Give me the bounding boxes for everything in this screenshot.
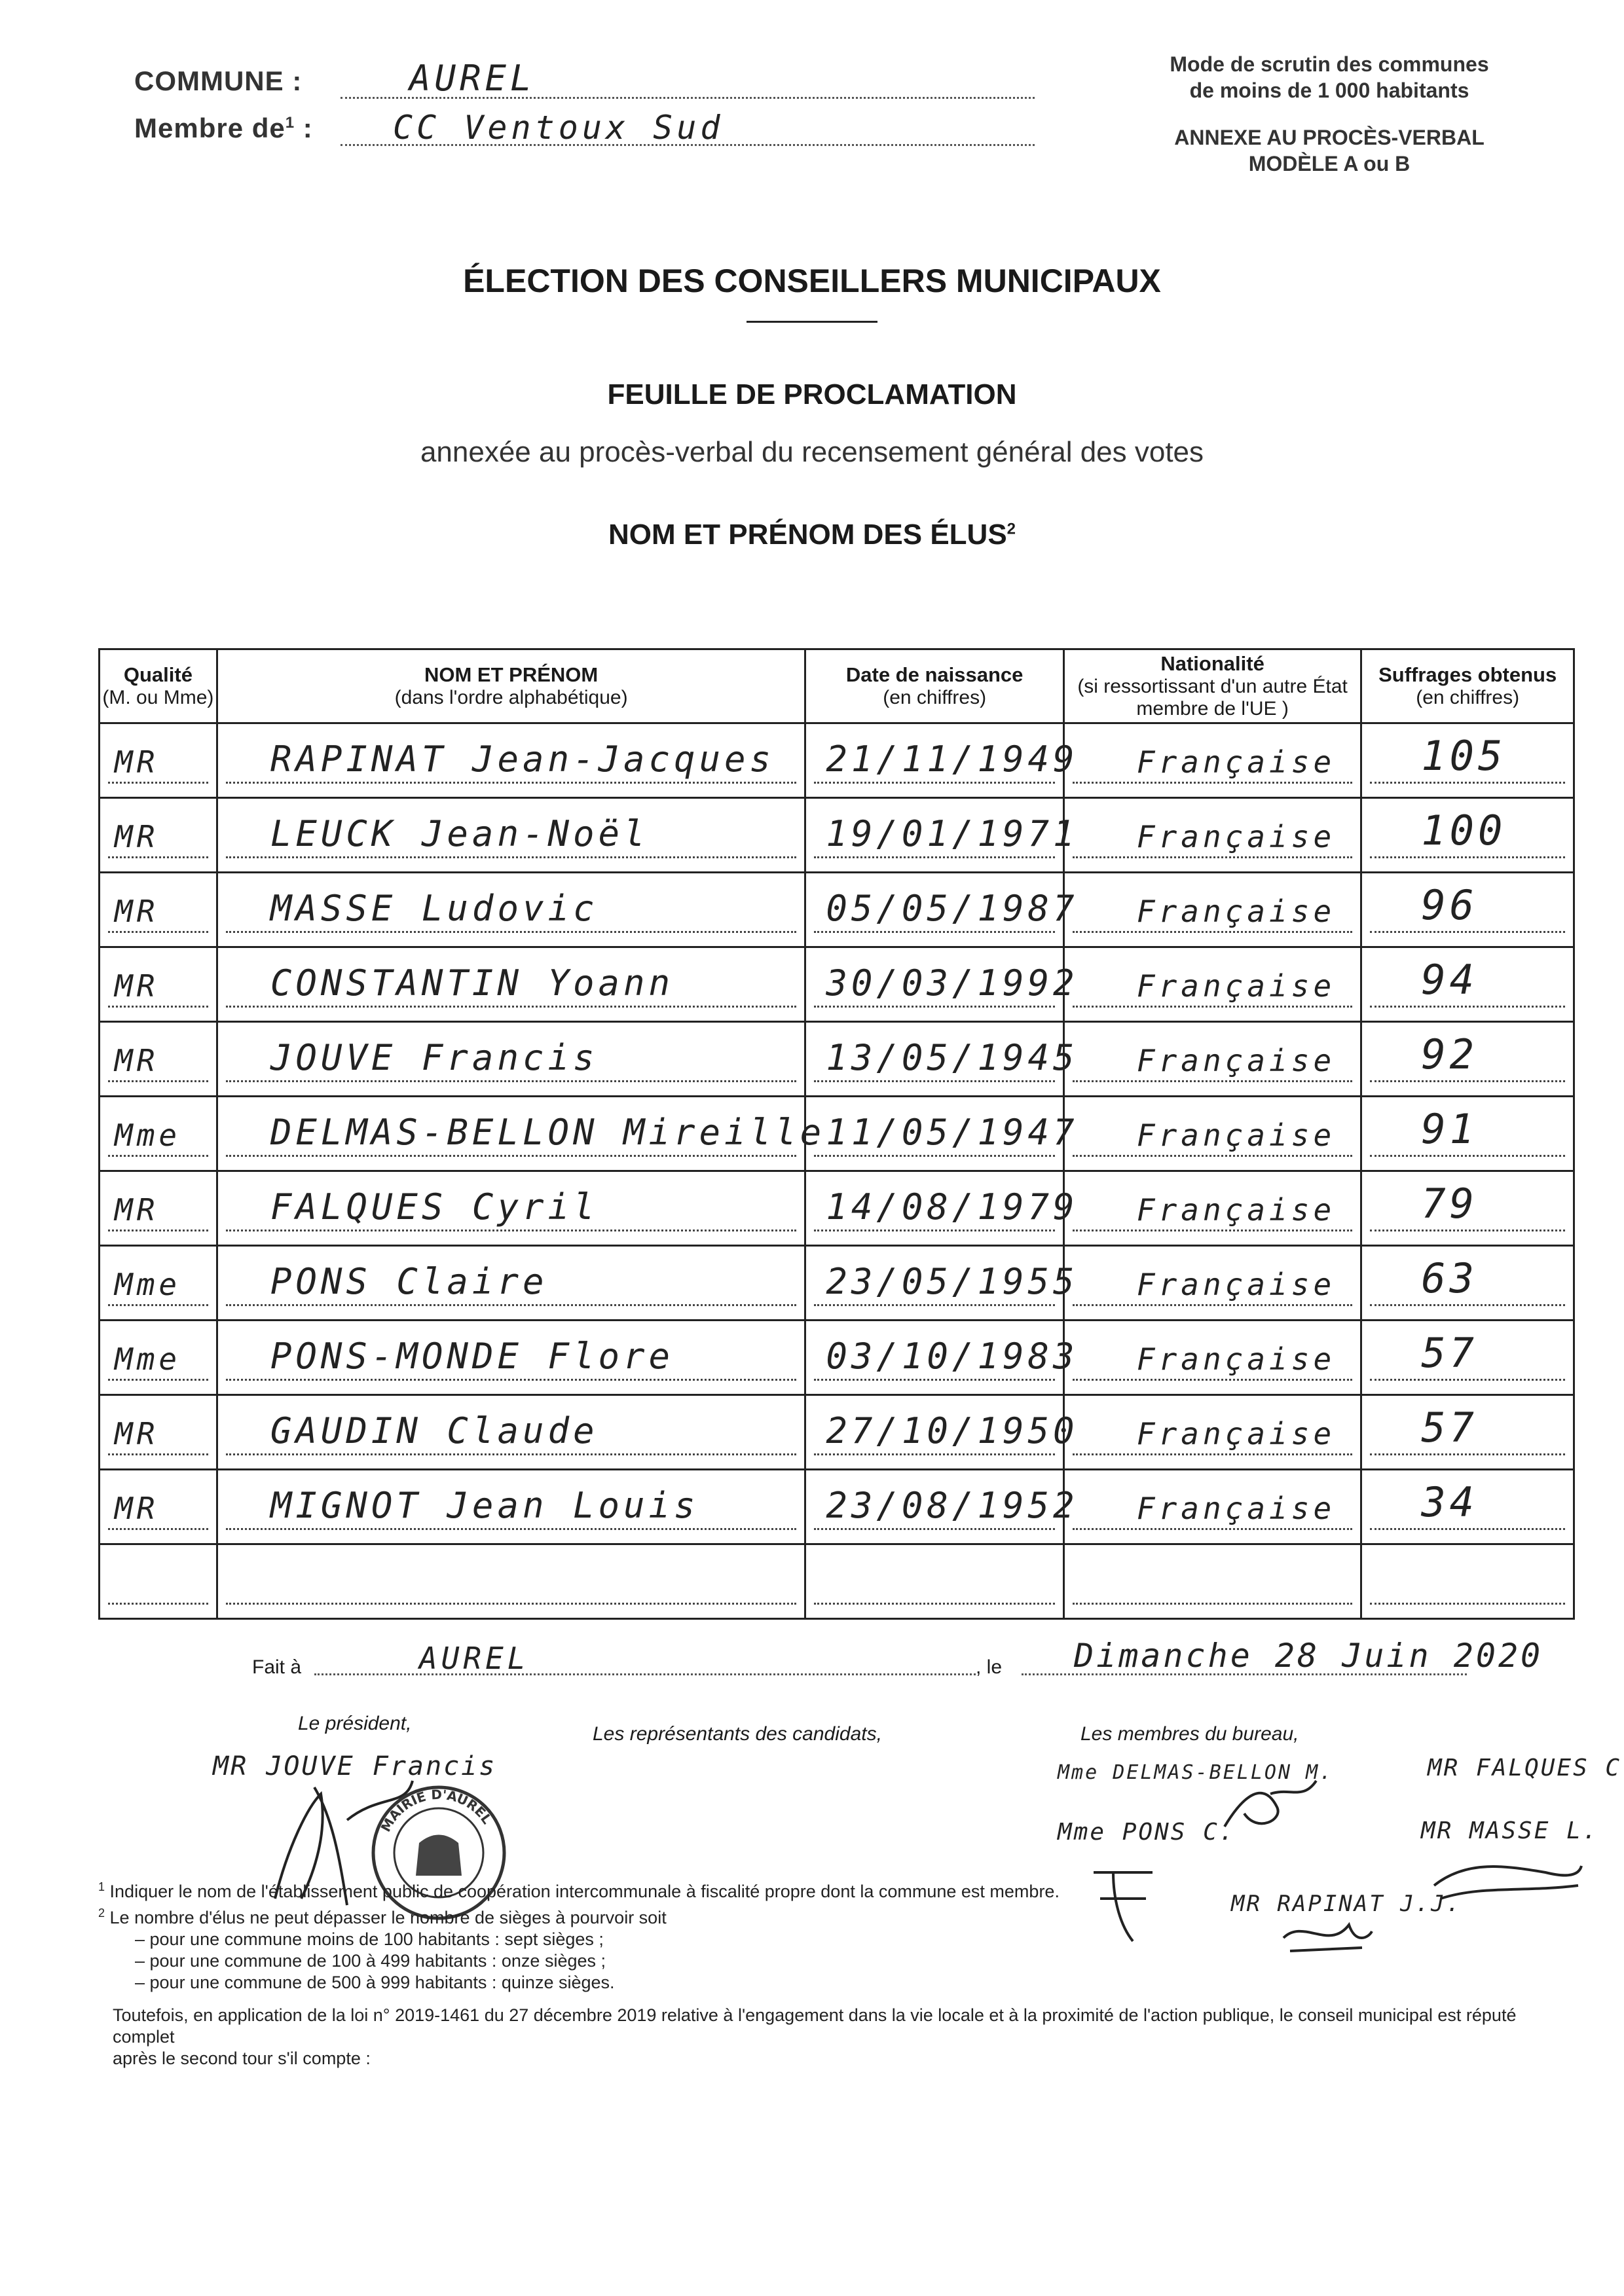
- cell-nationalite-text: Française: [1136, 1416, 1336, 1451]
- bureau-member-1: Mme DELMAS-BELLON M.: [1058, 1761, 1334, 1784]
- cell-nationalite: [1063, 873, 1361, 947]
- cell-date: [805, 1171, 1079, 1246]
- cell-suffrages-text: 79: [1421, 1180, 1478, 1228]
- cell-nom: [217, 1246, 805, 1321]
- annexee-subtitle: annexée au procès-verbal du recensement général des votes: [420, 436, 1204, 468]
- footnote-bullet-3: – pour une commune de 500 à 999 habitants : quinze sièges.: [135, 1973, 615, 1992]
- cell-nom-text: DELMAS-BELLON Mireille: [270, 1112, 826, 1153]
- cell-suffrages: [1361, 1470, 1574, 1544]
- cell-suffrages: [1361, 1395, 1574, 1470]
- cell-qualite: [100, 873, 217, 947]
- cell-suffrages: [1361, 1544, 1574, 1619]
- president-label: Le président,: [298, 1713, 412, 1734]
- table-row: [100, 947, 1574, 1022]
- cell-date: [805, 1395, 1079, 1470]
- cell-date-text: 03/10/1983: [826, 1336, 1079, 1377]
- toutefois-note: Toutefois, en application de la loi n° 2019-1461 du 27 décembre 2019 relative à l'engagement dans la vie locale et à la proximité de l'action publique, le conseil municipal est réputé complet après le second tour s'il compte :: [113, 2005, 1517, 2068]
- cell-qualite: [100, 1097, 217, 1171]
- footnote-bullet-1: – pour une commune moins de 100 habitants : sept sièges ;: [135, 1929, 604, 1949]
- cell-suffrages-text: 100: [1421, 807, 1507, 854]
- cell-nom-text: FALQUES Cyril: [270, 1186, 599, 1228]
- elus-table: [98, 648, 1575, 1620]
- cell-date-text: 13/05/1945: [826, 1037, 1079, 1078]
- cell-nationalite: [1063, 1321, 1361, 1395]
- cell-qualite: [100, 1321, 217, 1395]
- feuille-title: FEUILLE DE PROCLAMATION: [607, 378, 1017, 410]
- cell-date-text: 14/08/1979: [826, 1186, 1079, 1228]
- cell-nationalite: [1063, 1470, 1361, 1544]
- president-name: MR JOUVE Francis: [213, 1751, 497, 1781]
- cell-nationalite-text: Française: [1136, 1043, 1336, 1078]
- table-row: [100, 1470, 1574, 1544]
- cell-qualite: [100, 798, 217, 873]
- cell-qualite: [100, 1246, 217, 1321]
- cell-date: [805, 1544, 1064, 1619]
- fait-label: Fait à: [252, 1656, 302, 1678]
- cell-date: [805, 873, 1079, 947]
- cell-suffrages: [1361, 1321, 1574, 1395]
- membre-value: CC Ventoux Sud: [393, 109, 724, 147]
- col-date: Date de naissance (en chiffres): [805, 649, 1064, 723]
- table-row: [100, 873, 1574, 947]
- cell-suffrages: [1361, 1022, 1574, 1097]
- bureau-member-4: MR MASSE L.: [1421, 1817, 1599, 1844]
- cell-suffrages-text: 105: [1421, 732, 1507, 780]
- table-header-row: [100, 649, 1574, 723]
- footnotes: [98, 1876, 1133, 1994]
- cell-nom-text: RAPINAT Jean-Jacques: [270, 738, 775, 780]
- table-row: [100, 1321, 1574, 1395]
- cell-qualite-text: MR: [115, 744, 159, 780]
- cell-qualite-text: MR: [115, 1491, 159, 1526]
- fait-lieu: AUREL: [419, 1641, 530, 1676]
- cell-nom: [217, 1022, 805, 1097]
- fait-line: [314, 1673, 976, 1675]
- table-row: [100, 723, 1574, 798]
- main-title: ÉLECTION DES CONSEILLERS MUNICIPAUX: [463, 263, 1161, 299]
- cell-suffrages-text: 57: [1421, 1329, 1478, 1377]
- cell-date: [805, 1321, 1079, 1395]
- cell-qualite-text: MR: [115, 1416, 159, 1451]
- mode-scrutin: Mode de scrutin des communes de moins de 1 000 habitants: [1170, 52, 1489, 102]
- cell-nationalite: [1063, 723, 1361, 798]
- cell-qualite-text: MR: [115, 1043, 159, 1078]
- cell-suffrages-text: 63: [1421, 1254, 1478, 1302]
- cell-suffrages: [1361, 1171, 1574, 1246]
- cell-qualite-text: MR: [115, 819, 159, 854]
- cell-suffrages-text: 94: [1421, 956, 1478, 1004]
- table-row: [100, 1171, 1574, 1246]
- cell-qualite: [100, 1022, 217, 1097]
- cell-date: [805, 1097, 1079, 1171]
- cell-nom: [217, 798, 805, 873]
- title-divider: [747, 321, 877, 323]
- cell-date-text: 21/11/1949: [826, 738, 1079, 780]
- cell-date: [805, 1470, 1079, 1544]
- cell-nationalite-text: Française: [1136, 894, 1336, 929]
- le-label: , le: [976, 1656, 1003, 1678]
- cell-nationalite-text: Française: [1136, 744, 1336, 780]
- table-row: [100, 1246, 1574, 1321]
- cell-date: [805, 947, 1079, 1022]
- cell-nationalite-text: Française: [1136, 1118, 1336, 1153]
- cell-nationalite-text: Française: [1136, 1267, 1336, 1302]
- cell-date: [805, 798, 1079, 873]
- cell-suffrages: [1361, 1246, 1574, 1321]
- cell-nom: [217, 947, 805, 1022]
- commune-label: COMMUNE :: [134, 65, 303, 96]
- table-row: [100, 1544, 1574, 1619]
- cell-nationalite-text: Française: [1136, 1491, 1336, 1526]
- cell-nationalite: [1063, 1395, 1361, 1470]
- cell-qualite: [100, 1544, 217, 1619]
- bureau-signature-4: [1277, 1912, 1375, 1964]
- cell-qualite-text: MR: [115, 894, 159, 929]
- cell-qualite-text: MR: [115, 968, 159, 1004]
- noms-title: NOM ET PRÉNOM DES ÉLUS$^2$: [608, 519, 1016, 551]
- cell-date: [805, 1246, 1079, 1321]
- cell-suffrages-text: 92: [1421, 1030, 1478, 1078]
- fait-date: Dimanche 28 Juin 2020: [1074, 1637, 1543, 1675]
- cell-nom-text: CONSTANTIN Yoann: [270, 962, 674, 1004]
- annexe-pv: ANNEXE AU PROCÈS-VERBAL MODÈLE A ou B: [1174, 126, 1485, 175]
- table-row: [100, 1395, 1574, 1470]
- cell-nationalite-text: Française: [1136, 819, 1336, 854]
- cell-nationalite-text: Française: [1136, 1341, 1336, 1377]
- footnote-1: $^1$ Indiquer le nom de l'établissement public de coopération intercommunale à fiscalité propre dont la commune est membre.: [98, 1880, 1060, 1901]
- cell-nom-text: JOUVE Francis: [270, 1037, 599, 1078]
- cell-qualite-text: Mme: [115, 1341, 181, 1377]
- cell-nationalite: [1063, 947, 1361, 1022]
- cell-nom: [217, 723, 805, 798]
- cell-nom-text: PONS Claire: [270, 1261, 548, 1302]
- cell-nationalite-text: Française: [1136, 968, 1336, 1004]
- cell-suffrages-text: 96: [1421, 881, 1478, 929]
- cell-qualite: [100, 1171, 217, 1246]
- col-nom: NOM ET PRÉNOM (dans l'ordre alphabétique): [217, 649, 805, 723]
- cell-qualite-text: Mme: [115, 1118, 181, 1153]
- cell-qualite-text: Mme: [115, 1267, 181, 1302]
- cell-nationalite-text: Française: [1136, 1192, 1336, 1228]
- cell-date-text: 11/05/1947: [826, 1112, 1079, 1153]
- cell-nationalite: [1063, 798, 1361, 873]
- bureau-signature-1: [1218, 1768, 1323, 1840]
- cell-nom: [217, 1395, 805, 1470]
- cell-date-text: 23/08/1952: [826, 1485, 1079, 1526]
- bureau-signature-3: [1428, 1846, 1585, 1912]
- cell-date: [805, 1022, 1079, 1097]
- cell-nationalite: [1063, 1022, 1361, 1097]
- cell-suffrages-text: 34: [1421, 1478, 1478, 1526]
- cell-nationalite: [1063, 1097, 1361, 1171]
- cell-nationalite: [1063, 1544, 1361, 1619]
- cell-qualite-text: MR: [115, 1192, 159, 1228]
- membre-label: Membre $de^1$ :: [134, 113, 313, 143]
- cell-suffrages-text: 57: [1421, 1404, 1478, 1451]
- bureau-label: Les membres du bureau,: [1080, 1723, 1299, 1745]
- commune-value: AUREL: [409, 58, 536, 99]
- cell-suffrages: [1361, 798, 1574, 873]
- cell-nom: [217, 1097, 826, 1171]
- stamp-text: MAIRIE D'AUREL: [377, 1786, 495, 1834]
- cell-nom: [217, 1470, 805, 1544]
- bureau-member-2: MR FALQUES C: [1428, 1755, 1622, 1781]
- cell-nationalite: [1063, 1171, 1361, 1246]
- cell-date-text: 19/01/1971: [826, 813, 1079, 854]
- cell-nom-text: MASSE Ludovic: [270, 888, 599, 929]
- cell-date: [805, 723, 1079, 798]
- cell-nom-text: PONS-MONDE Flore: [270, 1336, 674, 1377]
- cell-qualite: [100, 723, 217, 798]
- cell-nom: [217, 1321, 805, 1395]
- cell-suffrages: [1361, 1097, 1574, 1171]
- table-row: [100, 1097, 1574, 1171]
- cell-date-text: 30/03/1992: [826, 962, 1079, 1004]
- col-nationalite: Nationalité (si ressortissant d'un autre État membre de l'UE ): [1063, 649, 1361, 723]
- cell-suffrages-text: 91: [1421, 1105, 1478, 1153]
- cell-qualite: [100, 1395, 217, 1470]
- table-row: [100, 1022, 1574, 1097]
- cell-nom-text: LEUCK Jean-Noël: [270, 813, 649, 854]
- cell-date-text: 23/05/1955: [826, 1261, 1079, 1302]
- representants-label: Les représentants des candidats,: [593, 1723, 882, 1745]
- footnote-bullet-2: – pour une commune de 100 à 499 habitants : onze sièges ;: [135, 1951, 606, 1971]
- cell-nom: [217, 873, 805, 947]
- cell-nom: [217, 1544, 805, 1619]
- bureau-member-5: MR RAPINAT J.J.: [1231, 1891, 1462, 1917]
- cell-nationalite: [1063, 1246, 1361, 1321]
- col-qualite: Qualité (M. ou Mme): [100, 649, 217, 723]
- cell-date-text: 05/05/1987: [826, 888, 1079, 929]
- cell-nom-text: MIGNOT Jean Louis: [270, 1485, 699, 1526]
- svg-text:MAIRIE D'AUREL: [378, 1787, 496, 1834]
- cell-nom-text: GAUDIN Claude: [270, 1410, 599, 1451]
- cell-qualite: [100, 1470, 217, 1544]
- table-row: [100, 798, 1574, 873]
- cell-suffrages: [1361, 723, 1574, 798]
- cell-date-text: 27/10/1950: [826, 1410, 1079, 1451]
- cell-qualite: [100, 947, 217, 1022]
- cell-suffrages: [1361, 947, 1574, 1022]
- footnote-2: $^2$ Le nombre d'élus ne peut dépasser le nombre de sièges à pourvoir soit: [98, 1906, 667, 1927]
- cell-nom: [217, 1171, 805, 1246]
- col-suffrages: Suffrages obtenus (en chiffres): [1361, 649, 1574, 723]
- bureau-member-3: Mme PONS C.: [1058, 1819, 1236, 1846]
- cell-suffrages: [1361, 873, 1574, 947]
